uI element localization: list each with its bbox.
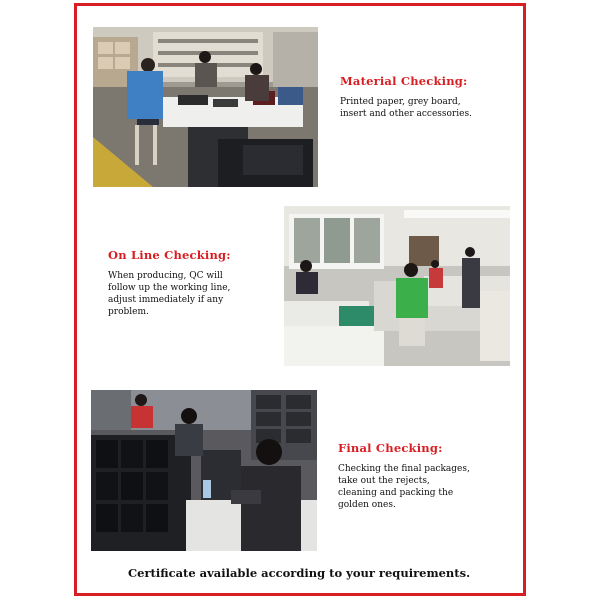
description-line: follow up the working line, bbox=[108, 283, 231, 293]
description-line: insert and other accessories. bbox=[340, 109, 472, 119]
description-line: When producing, QC will bbox=[108, 271, 223, 281]
material-checking-heading: Material Checking: bbox=[340, 74, 468, 88]
certificate-note: Certificate available according to your requirements. bbox=[128, 566, 471, 580]
description-line: Checking the final packages, bbox=[338, 464, 470, 474]
material-checking-description bbox=[340, 96, 472, 120]
material-checking-photo bbox=[93, 27, 318, 187]
on-line-checking-heading: On Line Checking: bbox=[108, 248, 231, 262]
final-checking-heading: Final Checking: bbox=[338, 441, 443, 455]
description-line: problem. bbox=[108, 307, 149, 317]
description-line: golden ones. bbox=[338, 500, 396, 510]
final-checking-description bbox=[338, 463, 470, 511]
on-line-checking-photo bbox=[284, 206, 510, 366]
description-line: cleaning and packing the bbox=[338, 488, 454, 498]
description-line: take out the rejects, bbox=[338, 476, 430, 486]
on-line-checking-description bbox=[108, 270, 230, 318]
final-checking-photo bbox=[91, 390, 317, 551]
description-line: adjust immediately if any bbox=[108, 295, 224, 305]
description-line: Printed paper, grey board, bbox=[340, 97, 461, 107]
